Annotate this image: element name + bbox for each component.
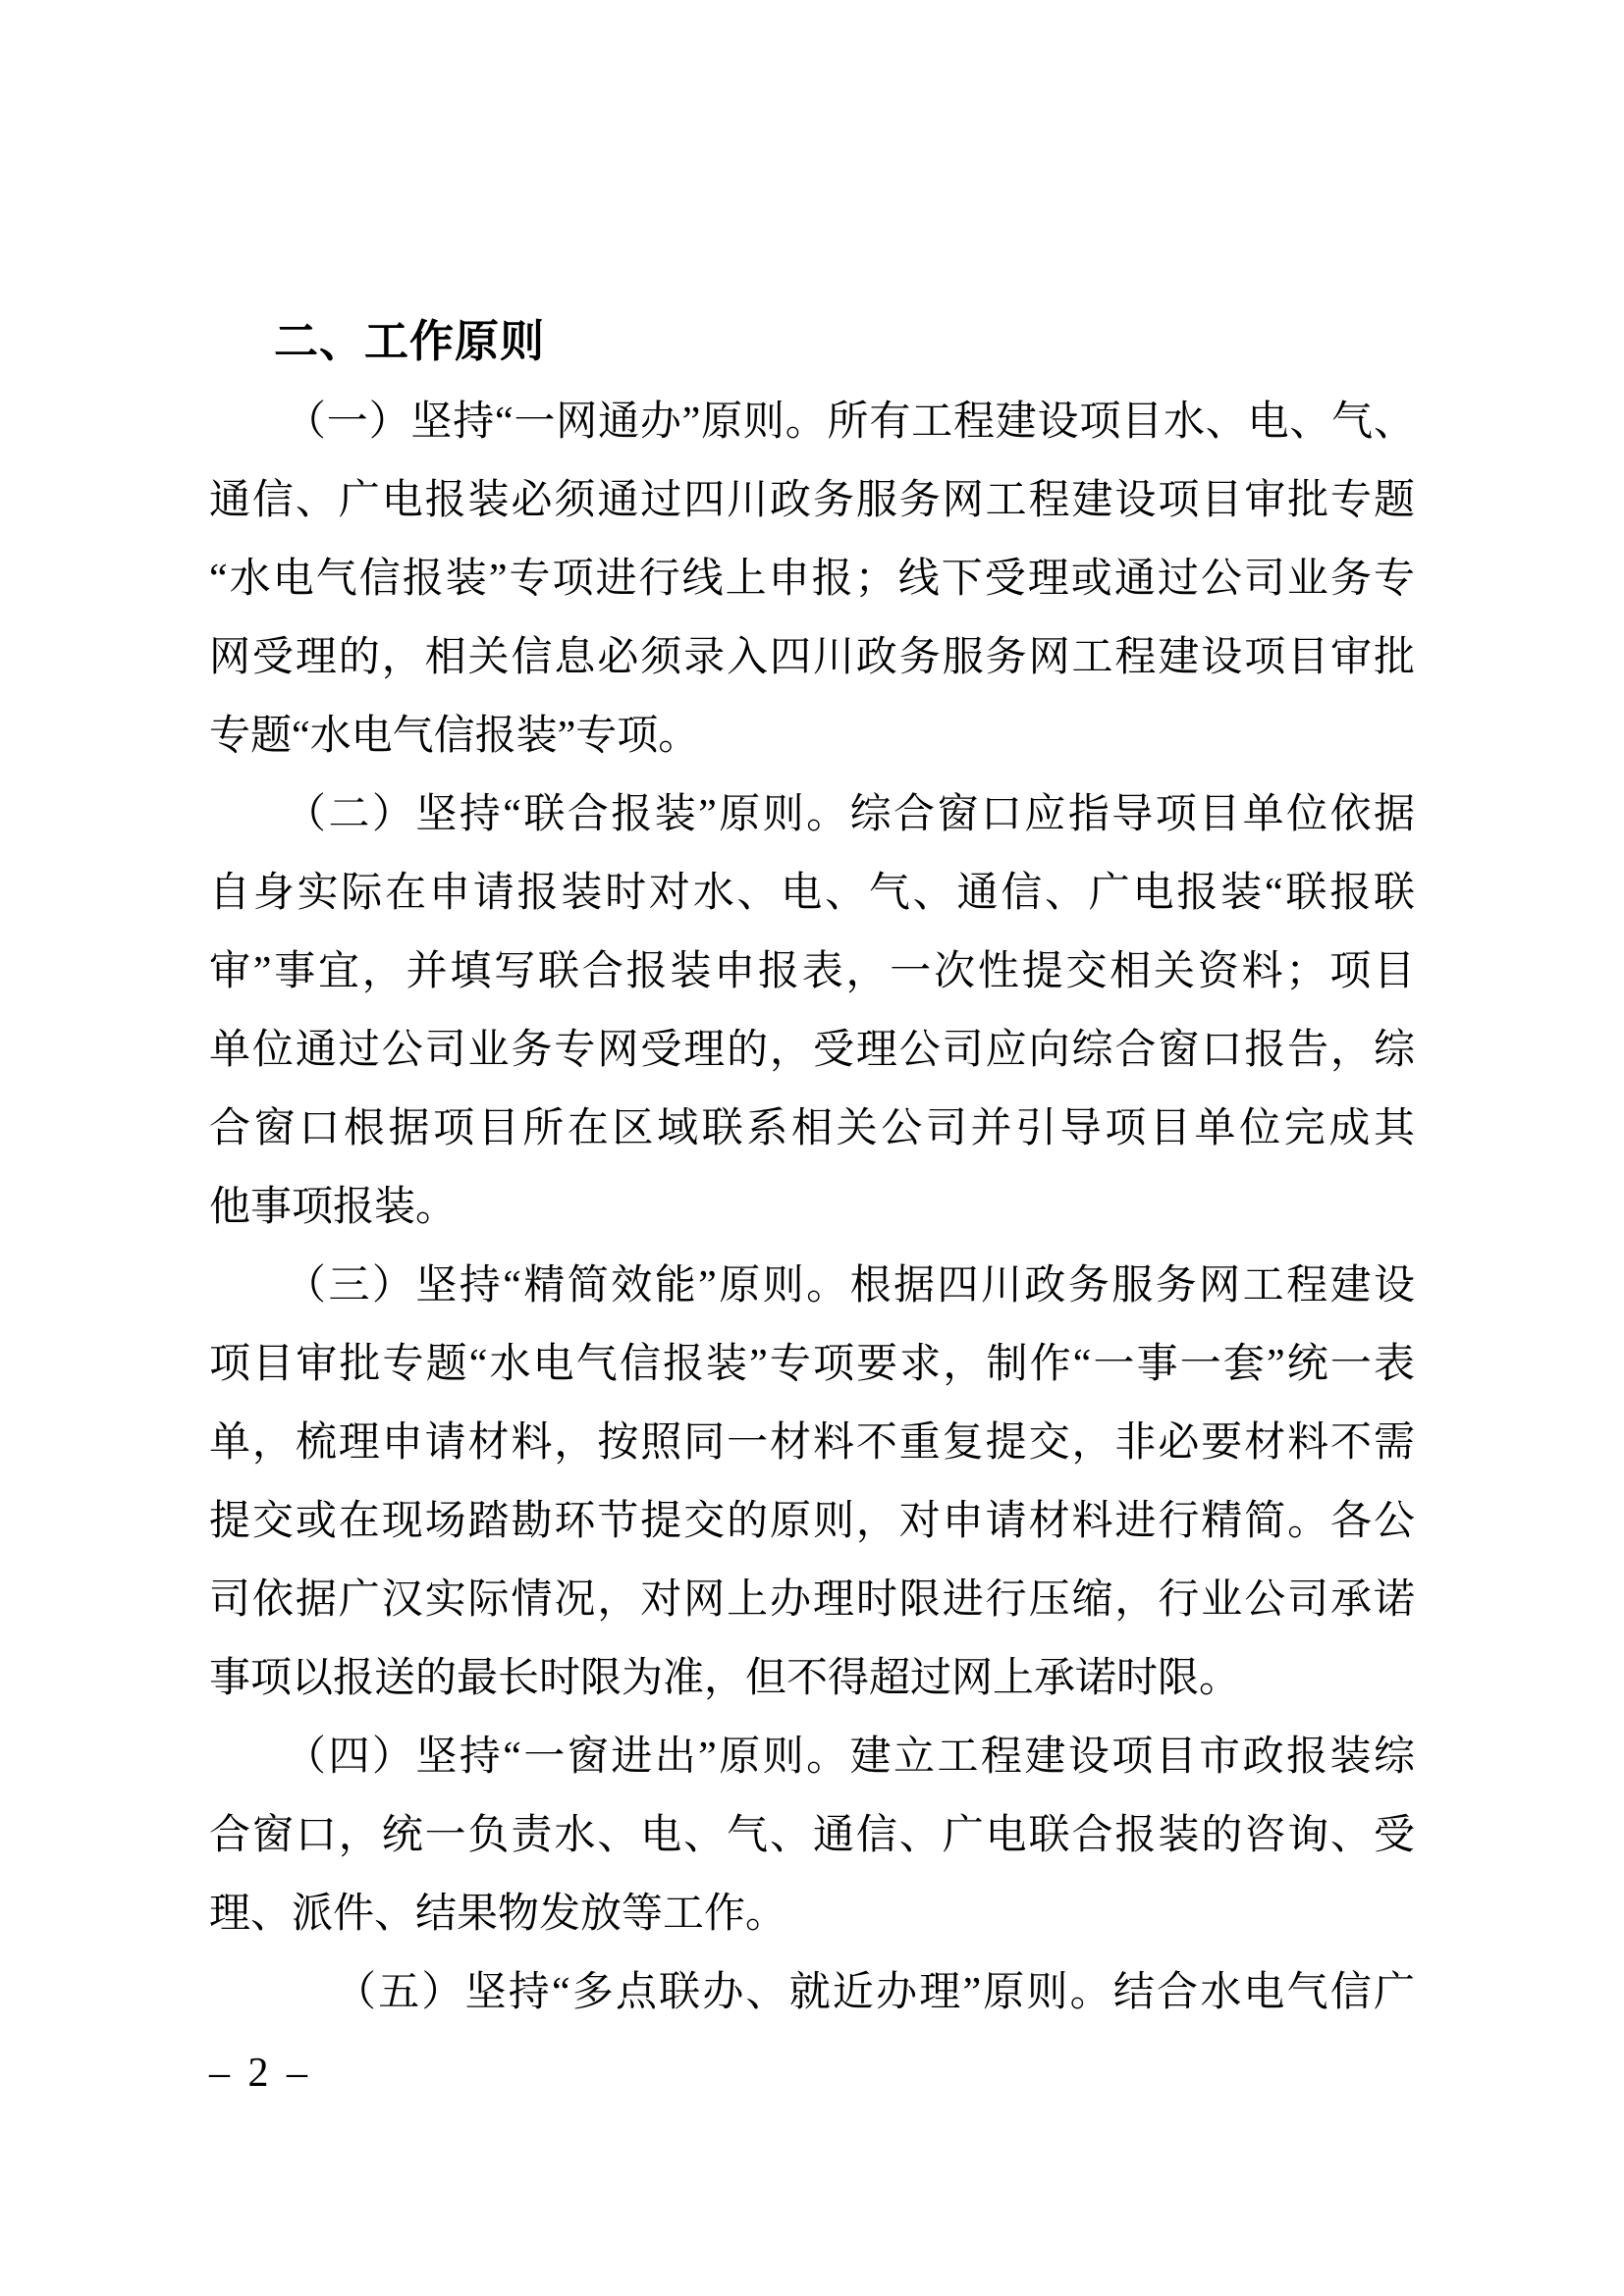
text-line: “水电气信报装”专项进行线上申报；线下受理或通过公司业务专	[209, 557, 1415, 602]
text-line: （五）坚持“多点联办、就近办理”原则。结合水电气信广	[335, 1970, 1415, 2015]
text-line: 他事项报装。	[209, 1185, 458, 1230]
page-number: – 2 –	[209, 2051, 311, 2096]
text-line: 单，梳理申请材料，按照同一材料不重复提交，非必要材料不需	[209, 1420, 1415, 1466]
text-line: 司依据广汉实际情况，对网上办理时限进行压缩，行业公司承诺	[209, 1577, 1415, 1623]
section-heading: 二、工作原则	[274, 316, 546, 366]
text-line: （四）坚持“一窗进出”原则。建立工程建设项目市政报装综	[285, 1735, 1415, 1780]
text-line: 审”事宜，并填写联合报装申报表，一次性提交相关资料；项目	[209, 949, 1415, 994]
body-text	[209, 383, 1415, 2032]
text-line: 通信、广电报装必须通过四川政务服务网工程建设项目审批专题	[209, 478, 1415, 523]
text-line: 理、派件、结果物发放等工作。	[209, 1892, 787, 1937]
text-line: （二）坚持“联合报装”原则。综合窗口应指导项目单位依据	[285, 792, 1415, 837]
text-line: 网受理的，相关信息必须录入四川政务服务网工程建设项目审批	[209, 635, 1415, 680]
text-line: 合窗口，统一负责水、电、气、通信、广电联合报装的咨询、受	[209, 1813, 1415, 1858]
text-line: 自身实际在申请报装时对水、电、气、通信、广电报装“联报联	[209, 871, 1415, 916]
text-line: 合窗口根据项目所在区域联系相关公司并引导项目单位完成其	[209, 1106, 1415, 1151]
text-line: 事项以报送的最长时限为准，但不得超过网上承诺时限。	[209, 1656, 1241, 1701]
text-line: （一）坚持“一网通办”原则。所有工程建设项目水、电、气、	[285, 400, 1415, 445]
text-line: 提交或在现场踏勘环节提交的原则，对申请材料进行精简。各公	[209, 1499, 1415, 1544]
text-line: 单位通过公司业务专网受理的，受理公司应向综合窗口报告，综	[209, 1028, 1415, 1073]
text-line: 专题“水电气信报装”专项。	[209, 714, 700, 759]
text-line: （三）坚持“精简效能”原则。根据四川政务服务网工程建设	[285, 1263, 1415, 1308]
text-line: 项目审批专题“水电气信报装”专项要求，制作“一事一套”统一表	[209, 1342, 1415, 1387]
